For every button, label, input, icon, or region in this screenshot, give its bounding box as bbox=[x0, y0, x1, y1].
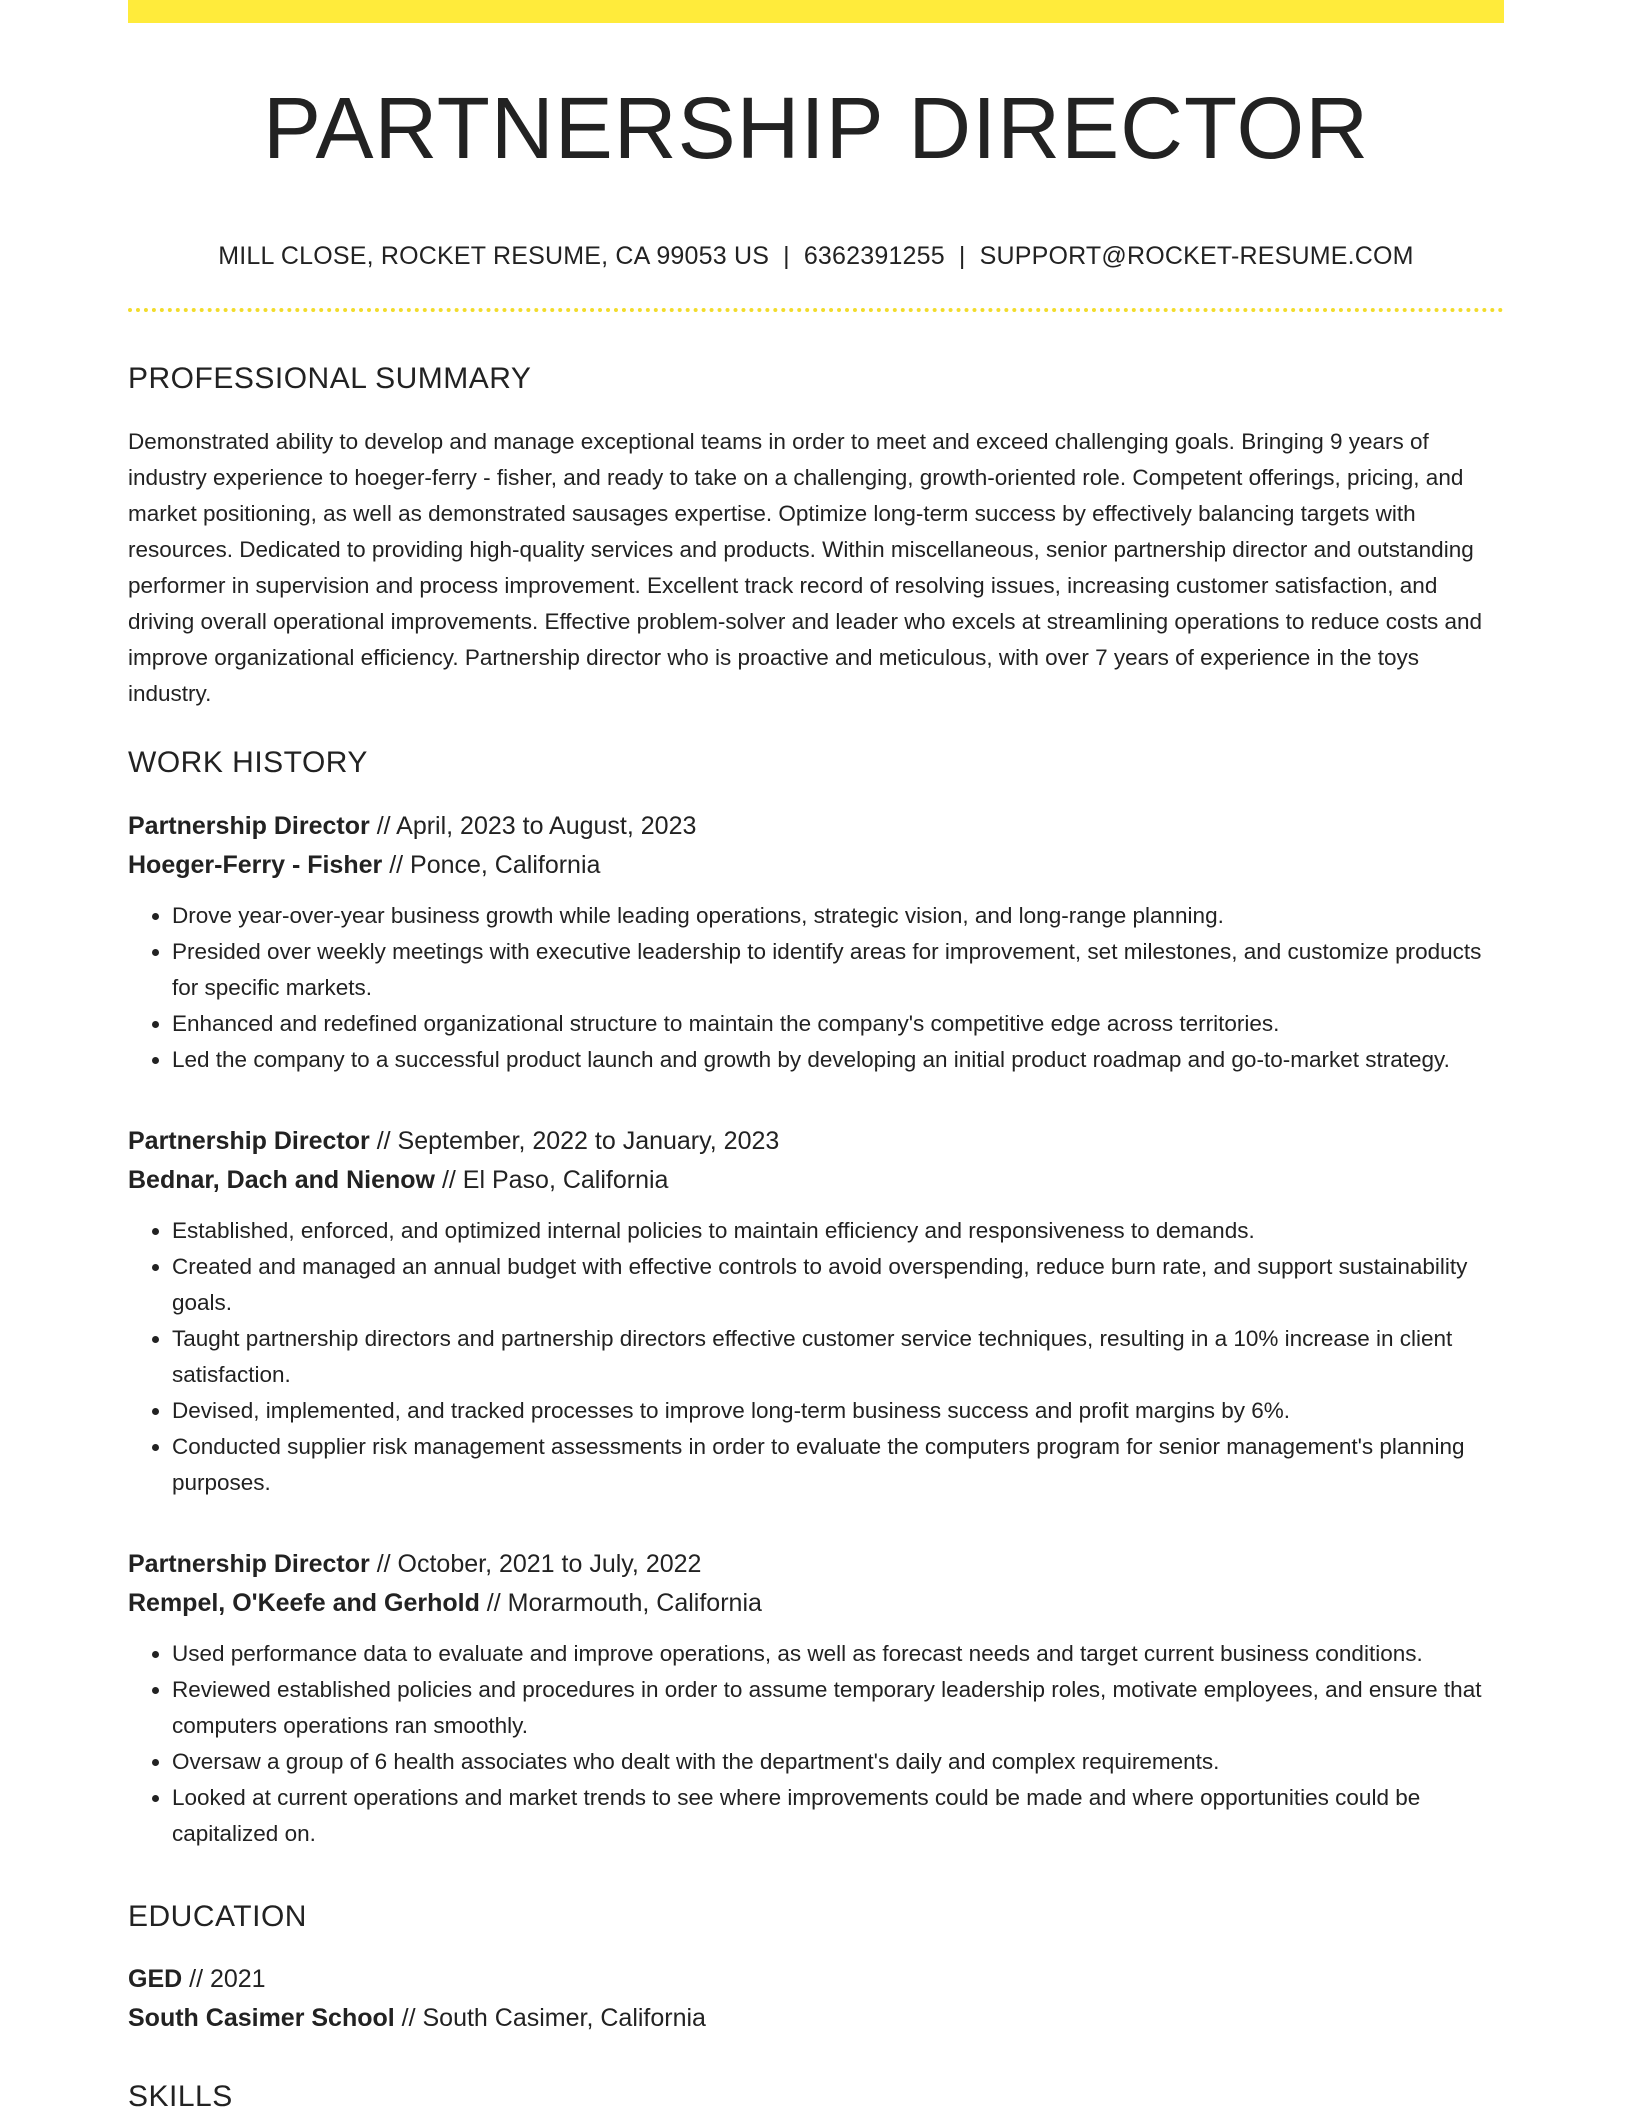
education-degree: GED bbox=[128, 1965, 183, 1993]
job-company: Hoeger-Ferry - Fisher bbox=[128, 851, 383, 879]
bullet-item: • Created and managed an annual budget with effective controls to avoid overspending, reduce burn rate, and support sustainability goals. bbox=[172, 1249, 1504, 1321]
section-title-skills: SKILLS bbox=[128, 2080, 233, 2113]
education-year: // 2021 bbox=[182, 1965, 266, 1993]
bullet-item: • Drove year-over-year business growth while leading operations, strategic vision, and long-range planning. bbox=[172, 898, 1504, 934]
job-role: Partnership Director bbox=[128, 1127, 370, 1155]
bullet-item: • Used performance data to evaluate and improve operations, as well as forecast needs and target current business conditions. bbox=[172, 1636, 1504, 1672]
job-bullets bbox=[128, 898, 1504, 1078]
bullet-item: • Devised, implemented, and tracked processes to improve long-term business success and profit margins by 6%. bbox=[172, 1393, 1504, 1429]
bullet-item: • Taught partnership directors and partnership directors effective customer service techniques, resulting in a 10% increase in client satisfaction. bbox=[172, 1321, 1504, 1393]
education-location: // South Casimer, California bbox=[394, 2004, 706, 2032]
job-location: // Morarmouth, California bbox=[479, 1589, 762, 1617]
resume-page bbox=[128, 0, 1504, 2112]
contact-separator: | bbox=[783, 242, 790, 270]
job-role: Partnership Director bbox=[128, 1550, 370, 1578]
bullet-item: • Conducted supplier risk management assessments in order to evaluate the computers program for senior management's planning purposes. bbox=[172, 1429, 1504, 1501]
job-entry bbox=[128, 1545, 1504, 1852]
job-company-line bbox=[128, 1584, 1504, 1623]
job-company-line bbox=[128, 846, 1504, 885]
job-bullets bbox=[128, 1636, 1504, 1852]
education-degree-line bbox=[128, 1960, 1504, 1999]
bullet-item: • Oversaw a group of 6 health associates who dealt with the department's daily and complex requirements. bbox=[172, 1744, 1504, 1780]
job-dates: // April, 2023 to August, 2023 bbox=[369, 812, 697, 840]
bullet-item: • Led the company to a successful product launch and growth by developing an initial product roadmap and go-to-market strategy. bbox=[172, 1042, 1504, 1078]
dotted-divider bbox=[128, 308, 1504, 312]
job-role-line bbox=[128, 807, 1504, 846]
education-school-line bbox=[128, 1999, 1504, 2038]
top-accent-bar bbox=[128, 0, 1504, 23]
section-title-education: EDUCATION bbox=[128, 1900, 307, 1933]
job-role: Partnership Director bbox=[128, 812, 370, 840]
education-school: South Casimer School bbox=[128, 2004, 395, 2032]
job-company-line bbox=[128, 1161, 1504, 1200]
job-company: Rempel, O'Keefe and Gerhold bbox=[128, 1589, 480, 1617]
resume-name: PARTNERSHIP DIRECTOR bbox=[262, 80, 1370, 177]
contact-separator: | bbox=[958, 242, 966, 270]
job-company: Bednar, Dach and Nienow bbox=[128, 1166, 436, 1194]
contact-address: MILL CLOSE, ROCKET RESUME, CA 99053 US bbox=[218, 242, 770, 270]
contact-line bbox=[128, 242, 1504, 271]
section-title-work-history: WORK HISTORY bbox=[128, 746, 368, 779]
education-entry bbox=[128, 1960, 1504, 2038]
bullet-item: • Reviewed established policies and procedures in order to assume temporary leadership roles, motivate employees, and ensure that computers operations ran smoothly. bbox=[172, 1672, 1504, 1744]
job-entry bbox=[128, 807, 1504, 1078]
job-entry bbox=[128, 1122, 1504, 1501]
summary-text: Demonstrated ability to develop and manage exceptional teams in order to meet and exceed challenging goals. Bringing 9 years of industry experience to hoeger-ferry - fisher, and ready to take on a challenging, growth-oriented role. Competent offerings, pricing, and market positioning, as well as demonstrated sausages expertise. Optimize long-term success by effectively balancing targets with resources. Dedicated to providing high-quality services and products. Within miscellaneous, senior partnership director and outstanding performer in supervision and process improvement. Excellent track record of resolving issues, increasing customer satisfaction, and driving overall operational improvements. Effective problem-solver and leader who excels at streamlining operations to reduce costs and improve organizational efficiency. Partnership director who is proactive and meticulous, with over 7 years of experience in the toys industry. bbox=[128, 429, 1483, 706]
bullet-item: • Established, enforced, and optimized internal policies to maintain efficiency and responsiveness to demands. bbox=[172, 1213, 1504, 1249]
bullet-item: • Presided over weekly meetings with executive leadership to identify areas for improvement, set milestones, and customize products for specific markets. bbox=[172, 934, 1504, 1006]
bullet-item: • Enhanced and redefined organizational structure to maintain the company's competitive edge across territories. bbox=[172, 1006, 1504, 1042]
job-location: // El Paso, California bbox=[435, 1166, 669, 1194]
job-dates: // September, 2022 to January, 2023 bbox=[369, 1127, 780, 1155]
job-role-line bbox=[128, 1545, 1504, 1584]
job-dates: // October, 2021 to July, 2022 bbox=[369, 1550, 702, 1578]
contact-phone: 6362391255 bbox=[803, 242, 945, 270]
job-bullets bbox=[128, 1213, 1504, 1501]
job-location: // Ponce, California bbox=[382, 851, 601, 879]
contact-email: SUPPORT@ROCKET-RESUME.COM bbox=[979, 242, 1414, 270]
bullet-item: • Looked at current operations and market trends to see where improvements could be made and where opportunities could be capitalized on. bbox=[172, 1780, 1504, 1852]
section-title-summary: PROFESSIONAL SUMMARY bbox=[128, 362, 532, 395]
job-role-line bbox=[128, 1122, 1504, 1161]
